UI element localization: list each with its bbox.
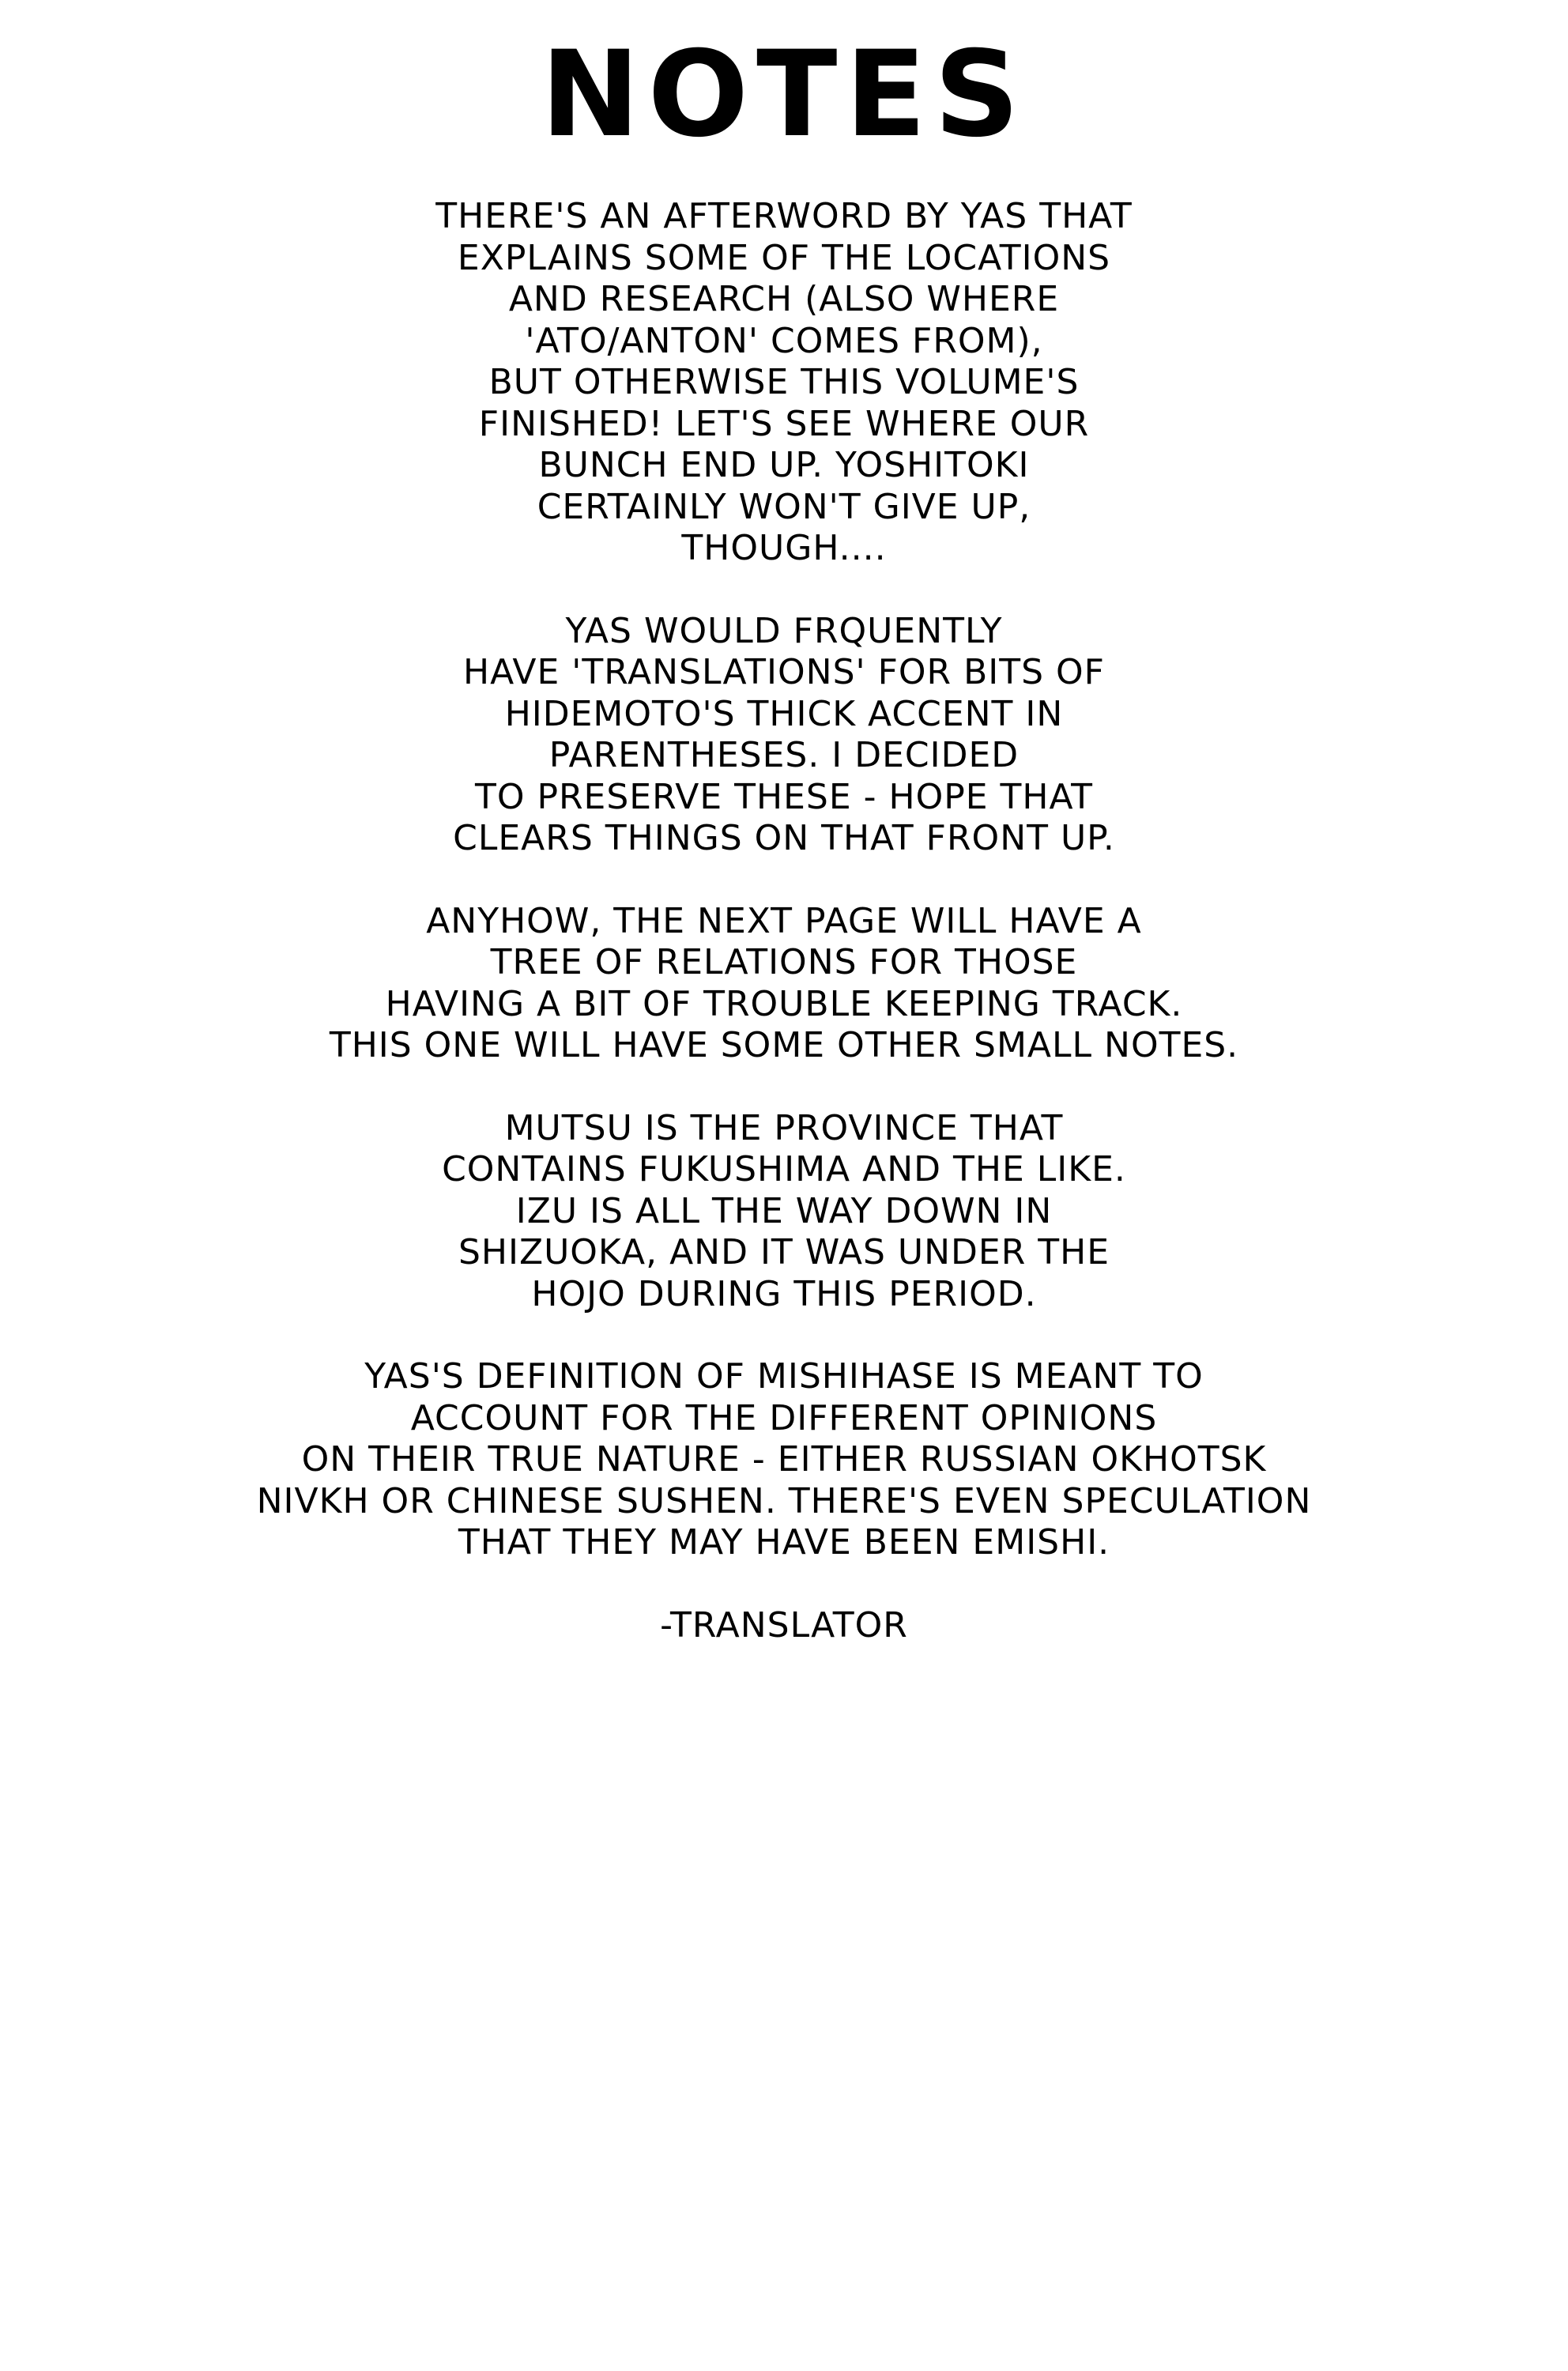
text-line: NIVKH OR CHINESE SUSHEN. THERE'S EVEN SPECULATION <box>256 1480 1312 1521</box>
text-line: IZU IS ALL THE WAY DOWN IN <box>515 1190 1053 1231</box>
paragraph-mishihase <box>0 1356 1568 1564</box>
notes-body <box>0 196 1568 1646</box>
text-line: HIDEMOTO'S THICK ACCENT IN <box>504 693 1064 734</box>
text-line: HAVE 'TRANSLATIONS' FOR BITS OF <box>463 652 1105 692</box>
text-line: YAS WOULD FRQUENTLY <box>565 610 1003 651</box>
paragraph-translations <box>0 611 1568 860</box>
text-line: FINISHED! LET'S SEE WHERE OUR <box>478 403 1090 444</box>
paragraph-next-page <box>0 901 1568 1067</box>
page-title: NOTES <box>541 26 1027 164</box>
text-line: TO PRESERVE THESE - HOPE THAT <box>474 776 1094 817</box>
signature-text: -TRANSLATOR <box>660 1604 908 1645</box>
text-line: SHIZUOKA, AND IT WAS UNDER THE <box>458 1232 1110 1272</box>
text-line: THIS ONE WILL HAVE SOME OTHER SMALL NOTES. <box>329 1025 1239 1065</box>
translator-signature <box>0 1605 1568 1647</box>
text-line: BUNCH END UP. YOSHITOKI <box>538 445 1030 485</box>
paragraph-provinces <box>0 1108 1568 1316</box>
text-line: TREE OF RELATIONS FOR THOSE <box>490 942 1078 982</box>
text-line: HAVING A BIT OF TROUBLE KEEPING TRACK. <box>385 983 1183 1024</box>
text-line: MUTSU IS THE PROVINCE THAT <box>504 1107 1064 1148</box>
text-line: THERE'S AN AFTERWORD BY YAS THAT <box>435 196 1133 236</box>
text-line: ACCOUNT FOR THE DIFFERENT OPINIONS <box>410 1397 1158 1438</box>
text-line: CLEARS THINGS ON THAT FRONT UP. <box>453 818 1115 858</box>
text-line: ON THEIR TRUE NATURE - EITHER RUSSIAN OKHOTSK <box>301 1439 1267 1480</box>
text-line: CERTAINLY WON'T GIVE UP, <box>537 486 1031 527</box>
text-line: THOUGH.... <box>681 528 887 568</box>
text-line: AND RESEARCH (ALSO WHERE <box>508 279 1060 319</box>
text-line: ANYHOW, THE NEXT PAGE WILL HAVE A <box>426 900 1142 941</box>
text-line: YAS'S DEFINITION OF MISHIHASE IS MEANT TO <box>364 1356 1204 1397</box>
text-line: CONTAINS FUKUSHIMA AND THE LIKE. <box>442 1149 1126 1189</box>
paragraph-afterword <box>0 196 1568 570</box>
text-line: 'ATO/ANTON' COMES FROM), <box>525 320 1043 361</box>
text-line: HOJO DURING THIS PERIOD. <box>531 1273 1037 1314</box>
text-line: EXPLAINS SOME OF THE LOCATIONS <box>457 237 1111 278</box>
text-line: PARENTHESES. I DECIDED <box>548 735 1020 775</box>
text-line: THAT THEY MAY HAVE BEEN EMISHI. <box>458 1522 1110 1562</box>
text-line: BUT OTHERWISE THIS VOLUME'S <box>488 362 1080 402</box>
